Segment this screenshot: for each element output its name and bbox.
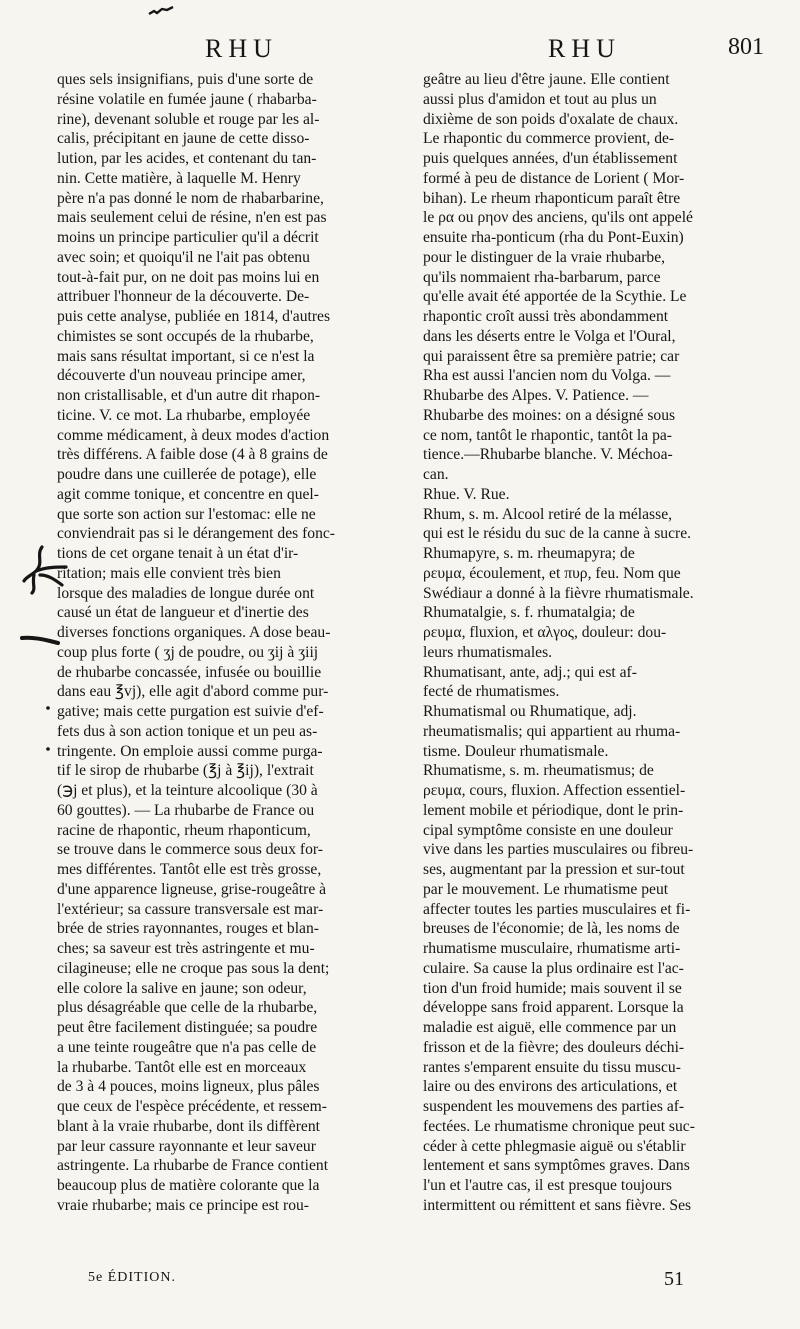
text-line: attribuer l'honneur de la découverte. De- [57, 288, 310, 306]
text-line: développe sans froid apparent. Lorsque la [423, 999, 684, 1017]
text-line: résine volatile en fumée jaune ( rhabarba- [57, 90, 317, 108]
page-number: 801 [728, 34, 764, 60]
text-line: qu'elle avait été apportée de la Scythie. Le [423, 288, 687, 306]
text-line: qui paraissent être sa première patrie; car [423, 347, 680, 365]
text-line: ρευμα, cours, fluxion. Affection essentiel- [423, 782, 686, 799]
text-line: Rhum, s. m. Alcool retiré de la mélasse, [423, 505, 673, 523]
text-line: gative; mais cette purgation est suivie d'ef- [57, 703, 324, 720]
text-line: Rha est aussi l'ancien nom du Volga. — [423, 367, 671, 385]
text-line: qu'ils nommaient rha-barbarum, parce [423, 268, 661, 286]
text-line: de 3 à 4 pouces, moins ligneux, plus pâles [57, 1078, 320, 1096]
text-line: rheumatismalis; qui appartient au rhuma- [423, 722, 681, 740]
text-line: can. [423, 466, 449, 483]
text-line: se trouve dans le commerce sous deux for- [57, 841, 323, 859]
text-line: brée de stries rayonnantes, rouges et blan- [57, 920, 319, 938]
text-line: Swédiaur a donné à la fièvre rhumatismale. [423, 584, 694, 602]
text-line: vraie rhubarbe; mais ce principe est rou- [57, 1196, 309, 1214]
text-line: ticine. V. ce mot. La rhubarbe, employée [57, 406, 311, 424]
margin-dot-icon [44, 704, 52, 712]
text-line: tience.—Rhubarbe blanche. V. Méchoa- [423, 446, 673, 464]
text-line: lentement et sans symptômes graves. Dans [423, 1157, 690, 1175]
text-line: ρευμα, écoulement, et πυρ, feu. Nom que [423, 564, 681, 582]
text-line: Rhumatismal ou Rhumatique, adj. [423, 703, 637, 720]
text-line: ρευμα, fluxion, et αλγος, douleur: dou- [423, 624, 667, 641]
text-line: Rhubarbe des moines: on a désigné sous [423, 406, 676, 424]
text-line: mais sans résultat important, si ce n'est la [57, 347, 315, 365]
text-line: Rhumatisant, ante, adj.; qui est af- [423, 663, 637, 681]
text-line: affecter toutes les parties musculaires et fi- [423, 900, 691, 918]
text-line: mes différentes. Tantôt elle est très grosse, [57, 861, 322, 878]
text-line: leurs rhumatismales. [423, 643, 553, 661]
text-line: tringente. On emploie aussi comme purga- [57, 742, 323, 760]
text-line: Rhubarbe des Alpes. V. Patience. — [423, 387, 649, 404]
text-line: intermittent ou rémittent et sans fièvre. Ses [423, 1196, 692, 1214]
text-line: aussi plus d'amidon et tout au plus un [423, 90, 657, 108]
text-line: agit comme tonique, et concentre en quel- [57, 485, 319, 503]
text-line: Rhumapyre, s. m. rheumapyra; de [423, 545, 635, 562]
text-line: chimistes se sont occupés de la rhubarbe, [57, 327, 314, 345]
text-line: l'extérieur; sa cassure transversale est mar- [57, 900, 324, 918]
text-line: racine de rhapontic, rheum rhaponticum, [57, 821, 311, 839]
right-column [423, 70, 775, 1252]
text-line: l'un et l'autre cas, il est presque toujours [423, 1177, 672, 1194]
text-line: a une teinte rougeâtre que n'a pas celle de [57, 1038, 317, 1056]
text-line: diverses fonctions organiques. A dose beau- [57, 624, 331, 641]
text-line: que ceux de l'espèce précédente, et ressem- [57, 1098, 327, 1115]
text-line: elle colore la salive en jaune; son odeur, [57, 979, 307, 997]
text-line: ensuite rha-ponticum (rha du Pont-Euxin) [423, 229, 684, 246]
text-line: découverte d'un nouveau principe amer, [57, 367, 306, 385]
text-line: la rhubarbe. Tantôt elle est en morceaux [57, 1058, 307, 1076]
text-line: calis, précipitant en jaune de cette disso- [57, 130, 310, 148]
text-line: non cristallisable, et d'un autre dit rhapon- [57, 387, 321, 404]
text-line: peut être facilement distinguée; sa poudre [57, 1019, 318, 1036]
text-line: Rhue. V. Rue. [423, 485, 510, 503]
text-line: Rhumatisme, s. m. rheumatismus; de [423, 762, 654, 780]
text-line: tions de cet organe tenait à un état d'ir- [57, 545, 299, 562]
edition-signature: 5e ÉDITION. [88, 1270, 176, 1285]
text-line: suspendent les mouvemens des parties af- [423, 1098, 685, 1115]
text-line: ses, augmentant par la pression et sur-tout [423, 861, 685, 878]
text-line: rhumatisme musculaire, rhumatisme arti- [423, 940, 681, 957]
text-line: cilagineuse; elle ne croque pas sous la dent; [57, 959, 330, 977]
text-line: dans les déserts entre le Volga et l'Oural, [423, 327, 676, 345]
text-line: coup plus forte ( ʒj de poudre, ou ʒij à ʒiij [57, 643, 319, 661]
text-line: par leur cassure rayonnante et leur saveur [57, 1137, 316, 1155]
text-line: frisson et de la fièvre; des douleurs déchi- [423, 1038, 685, 1056]
text-line: formé à peu de distance de Lorient ( Mor- [423, 169, 685, 187]
text-line: Le rhapontic du commerce provient, de- [423, 130, 675, 148]
text-line: vive dans les parties musculaires ou fibreu- [423, 841, 694, 859]
text-line: moins un principe particulier qu'il a décrit [57, 229, 319, 246]
text-line: ce nom, tantôt le rhapontic, tantôt la pa- [423, 426, 672, 444]
text-line: ches; sa saveur est très astringente et mu- [57, 940, 315, 957]
text-line: tion d'un froid humide; mais souvent il se [423, 979, 682, 997]
text-line: lorsque des maladies de longue durée ont [57, 584, 315, 602]
ink-mark-icon [148, 6, 174, 16]
header-right-word: RHU [548, 34, 621, 63]
text-line: par le mouvement. Le rhumatisme peut [423, 880, 669, 898]
text-line: bihan). Le rheum rhaponticum paraît être [423, 189, 681, 207]
text-line: père n'a pas donné le nom de rhabarbarine, [57, 189, 324, 207]
text-line: pour le distinguer de la vraie rhubarbe, [423, 248, 666, 266]
text-line: 60 gouttes). — La rhubarbe de France ou [57, 801, 315, 819]
text-line: puis quelques années, d'un établissement [423, 150, 678, 167]
text-line: mais seulement celui de résine, n'en est pas [57, 209, 327, 227]
text-line: comme médicament, à deux modes d'action [57, 426, 330, 444]
text-line: rantes s'emparent ensuite du tissu muscu- [423, 1058, 681, 1076]
text-line: laire ou des environs des articulations, et [423, 1078, 678, 1096]
text-line: geâtre au lieu d'être jaune. Elle contient [423, 71, 670, 88]
text-line: plus désagréable que celle de la rhubarbe, [57, 999, 318, 1017]
text-line: d'une apparence ligneuse, grise-rougeâtre à [57, 880, 327, 898]
text-line: cipal symptôme consiste en une douleur [423, 821, 673, 839]
text-line: culaire. Sa cause la plus ordinaire est l'ac- [423, 959, 684, 977]
text-line: Rhumatalgie, s. f. rhumatalgia; de [423, 604, 635, 622]
text-line: lution, par les acides, et contenant du tan- [57, 150, 317, 167]
text-line: (℈j et plus), et la teinture alcoolique (30 à [57, 782, 318, 799]
text-line: causé un état de langueur et d'inertie des [57, 604, 309, 622]
text-line: astringente. La rhubarbe de France contient [57, 1157, 329, 1175]
left-column [57, 70, 409, 1252]
sheet-number: 51 [664, 1268, 684, 1290]
text-line: tout-à-fait pur, on ne doit pas moins lui en [57, 268, 320, 286]
text-line: nin. Cette matière, à laquelle M. Henry [57, 169, 301, 187]
text-line: beaucoup plus de matière colorante que la [57, 1177, 320, 1194]
text-line: tif le sirop de rhubarbe (℥j à ℥ij), l'extrait [57, 762, 314, 780]
text-line: ques sels insignifians, puis d'une sorte de [57, 71, 314, 88]
text-line: fets dus à son action tonique et un peu as- [57, 722, 318, 740]
text-line: de rhubarbe concassée, infusée ou bouillie [57, 663, 322, 681]
text-line: conviendrait pas si le dérangement des fonc- [57, 525, 335, 543]
header-left-word: RHU [205, 34, 278, 63]
text-line: rhapontic croît aussi très abondamment [423, 308, 669, 325]
margin-dot-icon [44, 745, 52, 753]
text-line: poudre dans une cuillerée de potage), elle [57, 466, 317, 483]
text-line: puis cette analyse, publiée en 1814, d'autres [57, 308, 331, 325]
text-line: tisme. Douleur rhumatismale. [423, 742, 609, 760]
text-line: fecté de rhumatismes. [423, 683, 560, 701]
text-line: dans eau ℥vj), elle agit d'abord comme pur- [57, 683, 329, 701]
text-line: ritation; mais elle convient très bien [57, 564, 281, 582]
running-header [0, 34, 800, 70]
text-line: breuses de l'économie; de là, les noms de [423, 920, 680, 938]
text-line: blant à la vraie rhubarbe, dont ils diffèrent [57, 1117, 320, 1135]
text-line: maladie est aiguë, elle commence par un [423, 1019, 677, 1036]
page-footer [0, 1270, 800, 1300]
text-line: le ρα ou ρηον des anciens, qu'ils ont appelé [423, 209, 693, 227]
text-line: fectées. Le rhumatisme chronique peut suc- [423, 1117, 695, 1135]
text-line: avec soin; et quoiqu'il ne l'ait pas obtenu [57, 248, 310, 266]
text-line: céder à cette phlegmasie aiguë ou s'établir [423, 1137, 686, 1155]
text-line: que sorte son action sur l'estomac: elle ne [57, 505, 316, 523]
text-line: rine), devenant soluble et rouge par les al- [57, 110, 320, 128]
text-line: lement mobile et périodique, dont le prin- [423, 801, 684, 819]
margin-pointer-mark-icon [22, 545, 68, 595]
text-line: dixième de son poids d'oxalate de chaux. [423, 110, 679, 128]
text-line: très différens. A faible dose (4 à 8 grains de [57, 446, 328, 464]
text-line: qui est le résidu du suc de la canne à sucre. [423, 525, 692, 543]
margin-dash-mark-icon [20, 634, 60, 646]
